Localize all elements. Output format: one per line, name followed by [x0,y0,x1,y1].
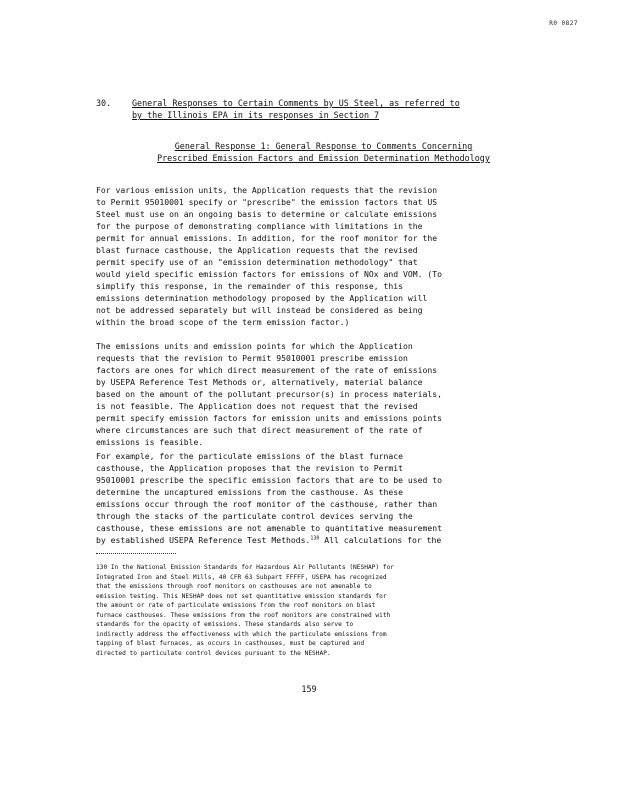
paragraph-line: permit specify use of an "emission determination methodology" that [96,257,418,267]
paragraph-line: permit for annual emissions. In addition, for the roof monitor for the [96,233,438,243]
sub-heading-line-2: Prescribed Emission Factors and Emission Determination Methodology [157,153,490,163]
paragraph-line: 95010001 prescribe the specific emission factors that are to be used to [96,475,442,485]
footnote-line: directed to particulate control devices pursuant to the NESHAP. [96,649,331,657]
paragraph-line: is not feasible. The Application does not request that the revised [96,401,418,411]
footnote-line: that the emissions through roof monitors on casthouses are not amenable to [96,583,372,590]
footnote-line: indirectly address the effectiveness with which the particulate emissions from [96,630,387,638]
paragraph-line: through the stacks of the particulate control devices serving the [96,511,413,521]
paragraph-line: factors are ones for which direct measurement of the rate of emissions [96,365,438,375]
paragraph-line: For various emission units, the Application requests that the revision [96,185,438,195]
paragraph-line: permit specify emission factors for emission units and emissions points [96,413,442,423]
footnote-line: the amount or rate of particulate emissions from the roof monitors on blast [96,602,376,609]
paragraph-line: casthouse, the Application proposes that the revision to Permit [96,463,403,473]
footnote-line: furnace casthouses. These emissions from the roof monitors are constrained with [96,611,391,619]
paragraph-line: for the purpose of demonstrating compliance with limitations in the [96,221,423,231]
paragraph-line: emissions occur through the roof monitor of the casthouse, rather than [96,499,438,509]
paragraph-line: within the broad scope of the term emission factor.) [96,317,350,327]
section-number: 30. [96,98,112,108]
paragraph-line: The emissions units and emission points for which the Application [96,341,413,351]
paragraph-line: simplify this response, in the remainder of this response, this [96,281,403,291]
paragraph-line: emissions is feasible. [96,437,204,447]
paragraph-line: For example, for the particulate emissions of the blast furnace [96,451,403,461]
paragraph-line: where circumstances are such that direct measurement of the rate of [96,425,423,435]
sub-heading-line-1: General Response 1: General Response to Comments Concerning [174,141,473,151]
footnote-reference[interactable]: 130 [310,535,320,542]
paragraph-line: emissions determination methodology proposed by the Application will [96,293,428,303]
paragraph-line-text: by established USEPA Reference Test Methods. [96,535,311,545]
footnote-line: tapping of blast furnaces, as occurs in casthouses, must be captured and [96,640,365,647]
paragraph-line: based on the amount of the pollutant precursor(s) in process materials, [96,389,442,399]
paragraph-line: requests that the revision to Permit 95010001 prescribe emission [96,353,408,363]
paragraph-line: determine the uncaptured emissions from the casthouse. As these [96,487,403,497]
paragraph-1 [96,184,556,328]
sub-heading [96,140,551,164]
paragraph-3 [96,450,556,546]
paragraph-line: Steel must use on an ongoing basis to determine or calculate emissions [96,209,438,219]
paragraph-line: casthouse, these emissions are not amenable to quantitative measurement [96,523,442,533]
paragraph-line: to Permit 95010001 specify or "prescribe" the emission factors that US [96,197,438,207]
section-title-line-1: General Responses to Certain Comments by US Steel, as referred to [132,98,460,108]
paragraph-line: would yield specific emission factors for emissions of NOx and VOM. (To [96,269,442,279]
footnote-line: 130 In the National Emission Standards for Hazardous Air Pollutants (NESHAP) for [96,564,395,571]
paragraph-line-with-footnote [96,534,556,546]
paragraph-line-text: All calculations for the [319,535,442,545]
page-number: 159 [301,684,317,694]
footnote-130 [96,563,556,658]
paragraph-line: not be addressed separately but will instead be considered as being [96,305,423,315]
document-id: R0 0827 [549,20,578,27]
paragraph-line: by USEPA Reference Test Methods or, alternatively, material balance [96,377,423,387]
footnote-line: emission testing. This NESHAP does not set quantitative emission standards for [96,592,387,600]
paragraph-line: blast furnace casthouse, the Application requests that the revised [96,245,418,255]
section-heading [96,97,551,121]
section-title-line-2: by the Illinois EPA in its responses in Section 7 [132,110,380,120]
footnote-separator [96,553,176,554]
paragraph-2 [96,340,556,448]
footnote-line: Integrated Iron and Steel Mills, 40 CFR 63 Subpart FFFFF, USEPA has recognized [96,573,387,581]
footnote-line: standards for the opacity of emissions. These standards also serve to [96,621,354,628]
